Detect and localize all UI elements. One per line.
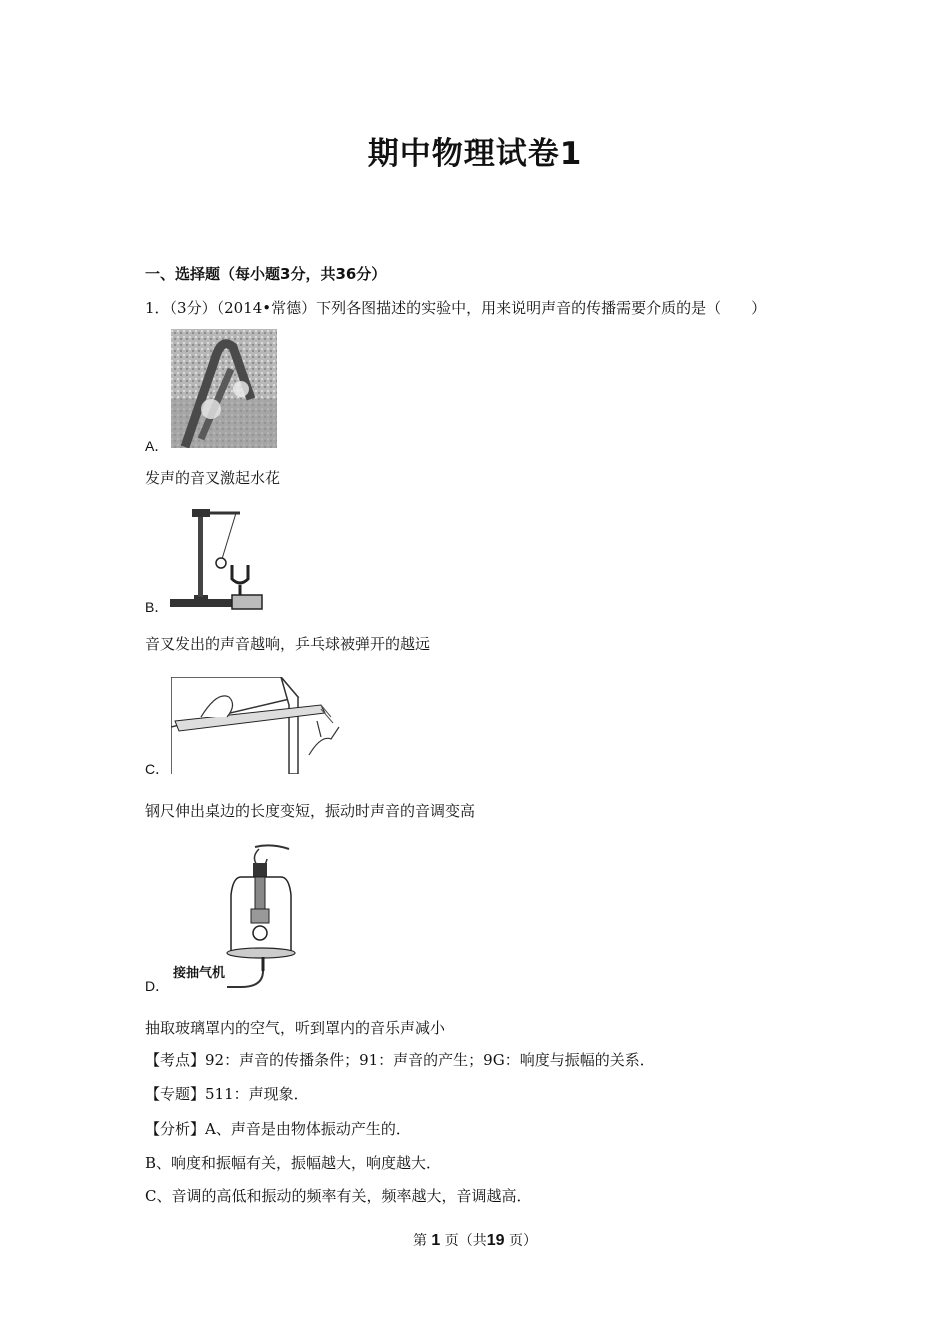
page-title: 期中物理试卷1 <box>367 136 583 172</box>
option-c-caption: 钢尺伸出桌边的长度变短，振动时声音的音调变高 <box>145 802 476 820</box>
footer-prefix: 第 <box>412 1233 427 1249</box>
question-text: 1．（3分）（2014•常德）下列各图描述的实验中，用来说明声音的传播需要介质的是（ ） <box>145 299 767 317</box>
option-b-label: B． <box>145 599 169 615</box>
option-c-label: C． <box>145 761 170 777</box>
option-d-label: D． <box>145 978 170 994</box>
page-footer <box>0 1230 950 1250</box>
option-a-label: A． <box>145 438 169 454</box>
analysis-b-line: B、响度和振幅有关，振幅越大，响度越大． <box>145 1154 442 1172</box>
tuning-fork-water-figure <box>171 329 277 448</box>
bell-jar-figure <box>171 841 296 993</box>
footer-total-pages: 19 <box>486 1232 505 1249</box>
footer-middle: 页（共 <box>444 1233 487 1249</box>
ruler-table-figure <box>171 677 346 774</box>
section-heading: 一、选择题（每小题3分，共36分） <box>145 265 387 283</box>
pendulum-tuning-fork-figure <box>170 501 265 611</box>
footer-suffix: 页） <box>509 1233 538 1249</box>
option-b-caption: 音叉发出的声音越响，乒乓球被弹开的越远 <box>145 635 431 653</box>
bell-jar-figure-text: 接抽气机 <box>173 966 226 981</box>
option-a-caption: 发声的音叉激起水花 <box>145 469 281 487</box>
option-d-caption: 抽取玻璃罩内的空气，听到罩内的音乐声减小 <box>145 1019 446 1037</box>
analysis-c-line: C、音调的高低和振动的频率有关，频率越大，音调越高． <box>145 1187 532 1205</box>
fenxi-line: 【分析】A、声音是由物体振动产生的． <box>145 1120 411 1138</box>
zhuanti-line: 【专题】511：声现象． <box>145 1085 309 1103</box>
footer-page-number: 1 <box>431 1232 441 1249</box>
kaodian-line: 【考点】92：声音的传播条件；91：声音的产生；9G：响度与振幅的关系． <box>145 1051 655 1069</box>
